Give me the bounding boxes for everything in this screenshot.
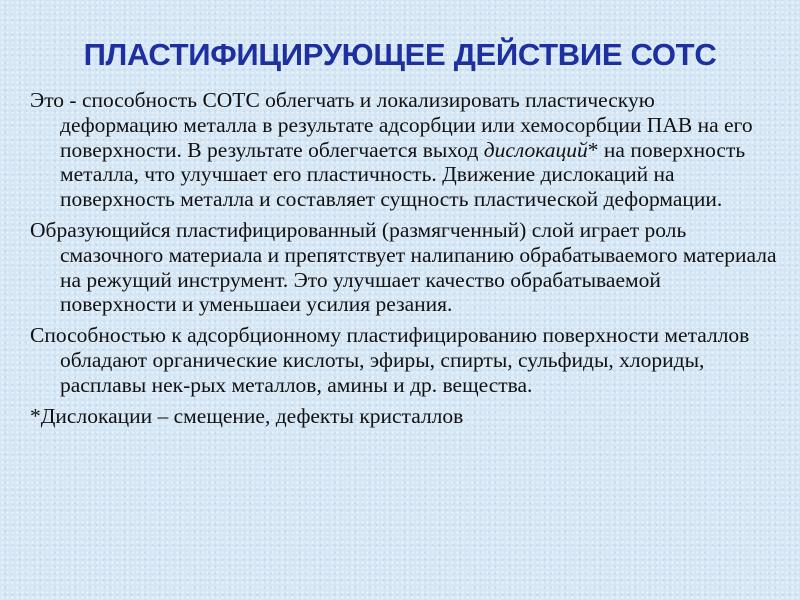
slide-body [30, 88, 778, 434]
paragraph-plasticized-layer: Образующийся пластифицированный (размягченный) слой играет роль смазочного материала и препятствует налипанию обрабатываемого материала на режущий инструмент. Это улучшает качество обрабатываемой поверхности и уменьшаеи усилия резания. [30, 217, 777, 317]
paragraph-substances: Способностью к адсорбционному пластифицированию поверхности металлов обладают органические кислоты, эфиры, спирты, сульфиды, хлориды, расплавы нек-рых металлов, амины и др. вещества. [30, 323, 750, 397]
paragraph-definition [30, 88, 778, 212]
footnote-dislocations: *Дислокации – смещение, дефекты кристаллов [30, 403, 464, 428]
slide-title: ПЛАСТИФИЦИРУЮЩЕЕ ДЕЙСТВИЕ СОТС [83, 37, 717, 72]
paragraph-definition-text-before: Это - способность СОТС облегчать и локализировать пластическую деформацию металла в результате адсорбции или хемосорбции ПАВ на его поверхности. В результате облегчается выход [30, 88, 753, 162]
dislocations-term: дислокаций [483, 137, 588, 162]
paragraph-definition-text-after: * на поверхность металла, что улучшает его пластичность. Движение дислокаций на поверхность металла и составляет сущность пластической деформации. [60, 137, 746, 212]
